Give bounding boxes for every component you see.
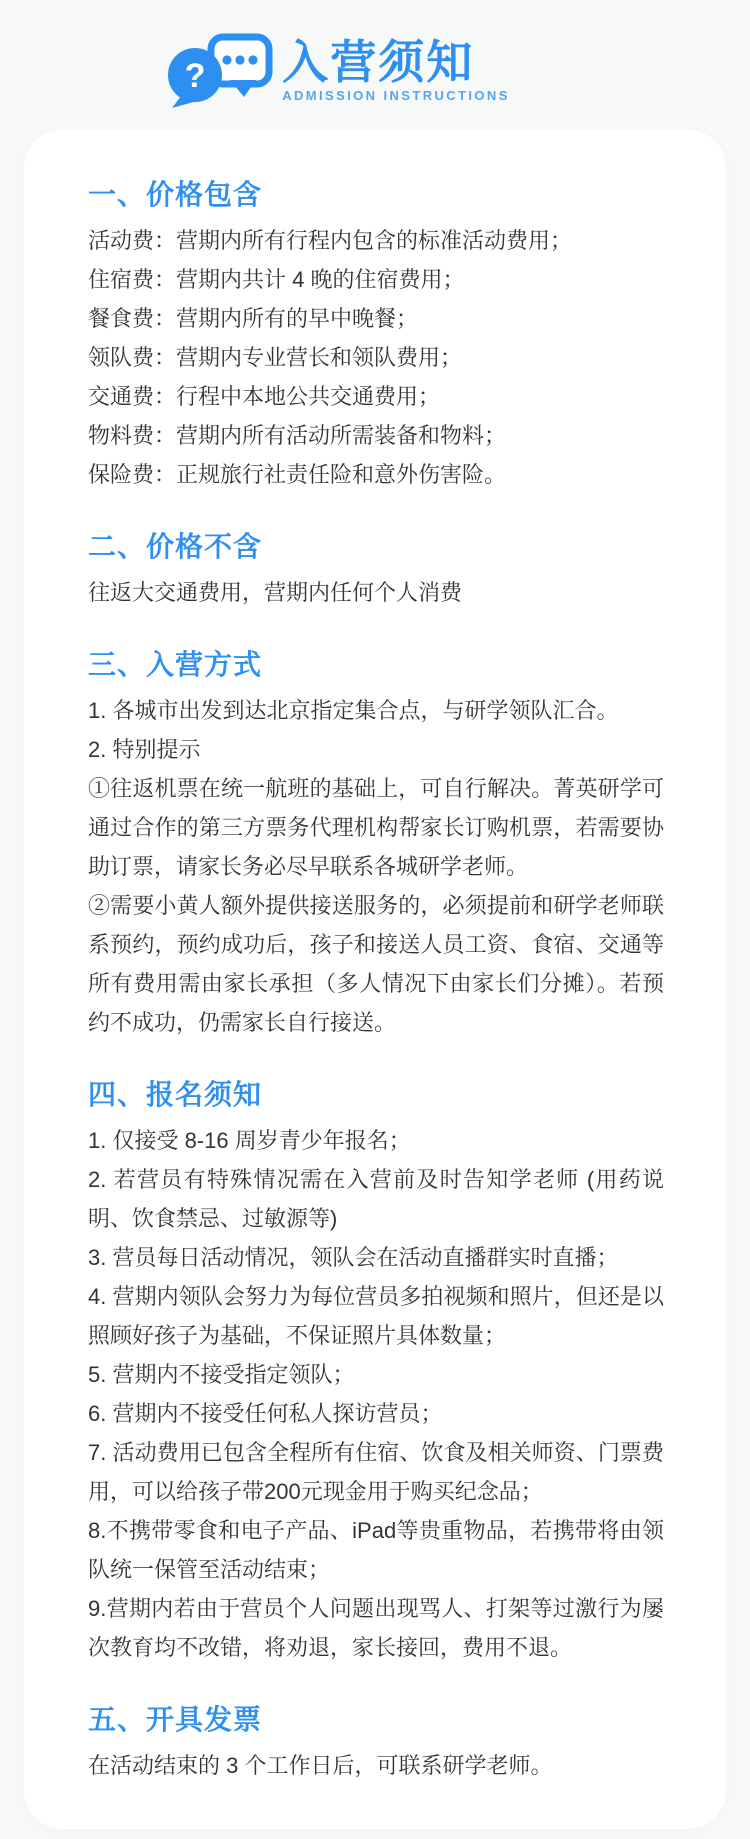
section-heading: 三、入营方式 [88, 649, 263, 680]
section-heading: 四、报名须知 [88, 1079, 263, 1110]
instruction-section [88, 645, 664, 1042]
section-paragraph: 住宿费：营期内共计 4 晚的住宿费用； [88, 267, 465, 292]
section-paragraph: 2. 特别提示 [88, 737, 201, 762]
instruction-section [88, 175, 664, 494]
section-paragraph: 在活动结束的 3 个工作日后，可联系研学老师。 [88, 1753, 553, 1778]
section-paragraph: ①往返机票在统一航班的基础上，可自行解决。菁英研学可通过合作的第三方票务代理机构帮家长订购机票，若需要协助订票，请家长务必尽早联系各城研学老师。 [88, 776, 664, 879]
section-paragraph: 3. 营员每日活动情况，领队会在活动直播群实时直播； [88, 1245, 619, 1270]
section-paragraph: 交通费：行程中本地公共交通费用； [88, 384, 441, 409]
section-heading: 一、价格包含 [88, 179, 263, 210]
brand-logo [164, 32, 510, 108]
instruction-section [88, 1075, 664, 1667]
section-paragraph: 4. 营期内领队会努力为每位营员多拍视频和照片，但还是以照顾好孩子为基础，不保证照片具体数量； [88, 1284, 664, 1348]
section-paragraph: 8.不携带零食和电子产品、iPad等贵重物品，若携带将由领队统一保管至活动结束； [88, 1518, 664, 1582]
section-paragraph: 保险费：正规旅行社责任险和意外伤害险。 [88, 462, 507, 487]
page-subtitle: ADMISSION INSTRUCTIONS [282, 88, 510, 103]
section-paragraph: 物料费：营期内所有活动所需装备和物料； [88, 423, 507, 448]
brand-text [282, 32, 510, 103]
section-heading: 五、开具发票 [88, 1704, 263, 1735]
page-title: 入营须知 [282, 36, 475, 88]
question-mark-glyph: ? [184, 57, 206, 95]
section-paragraph: 1. 仅接受 8-16 周岁青少年报名； [88, 1128, 411, 1153]
section-paragraph: 6. 营期内不接受任何私人探访营员； [88, 1401, 443, 1426]
section-paragraph: 餐食费：营期内所有的早中晚餐； [88, 306, 419, 331]
section-paragraph: 7. 活动费用已包含全程所有住宿、饮食及相关师资、门票费用，可以给孩子带200元现金用于购买纪念品； [88, 1440, 664, 1504]
section-heading: 二、价格不含 [88, 531, 263, 562]
section-paragraph: 1. 各城市出发到达北京指定集合点，与研学领队汇合。 [88, 698, 619, 723]
instruction-section [88, 1700, 664, 1785]
section-paragraph: 2. 若营员有特殊情况需在入营前及时告知学老师 (用药说明、饮食禁忌、过敏源等) [88, 1167, 664, 1231]
section-paragraph: 活动费：营期内所有行程内包含的标准活动费用； [88, 228, 573, 253]
section-paragraph: 领队费：营期内专业营长和领队费用； [88, 345, 463, 370]
section-paragraph: 5. 营期内不接受指定领队； [88, 1362, 355, 1387]
section-paragraph: 9.营期内若由于营员个人问题出现骂人、打架等过激行为屡次教育均不改错，将劝退，家长接回，费用不退。 [88, 1596, 664, 1660]
question-chat-bubbles-icon [164, 32, 276, 108]
section-paragraph: 往返大交通费用，营期内任何个人消费 [88, 580, 463, 605]
content-card [24, 130, 726, 1829]
question-bubble-icon [168, 48, 222, 108]
page-header [0, 0, 750, 108]
instruction-section [88, 527, 664, 612]
section-paragraph: ②需要小黄人额外提供接送服务的，必须提前和研学老师联系预约，预约成功后，孩子和接送人员工资、食宿、交通等所有费用需由家长承担（多人情况下由家长们分摊）。若预约不成功，仍需家长自行接送。 [88, 893, 664, 1035]
